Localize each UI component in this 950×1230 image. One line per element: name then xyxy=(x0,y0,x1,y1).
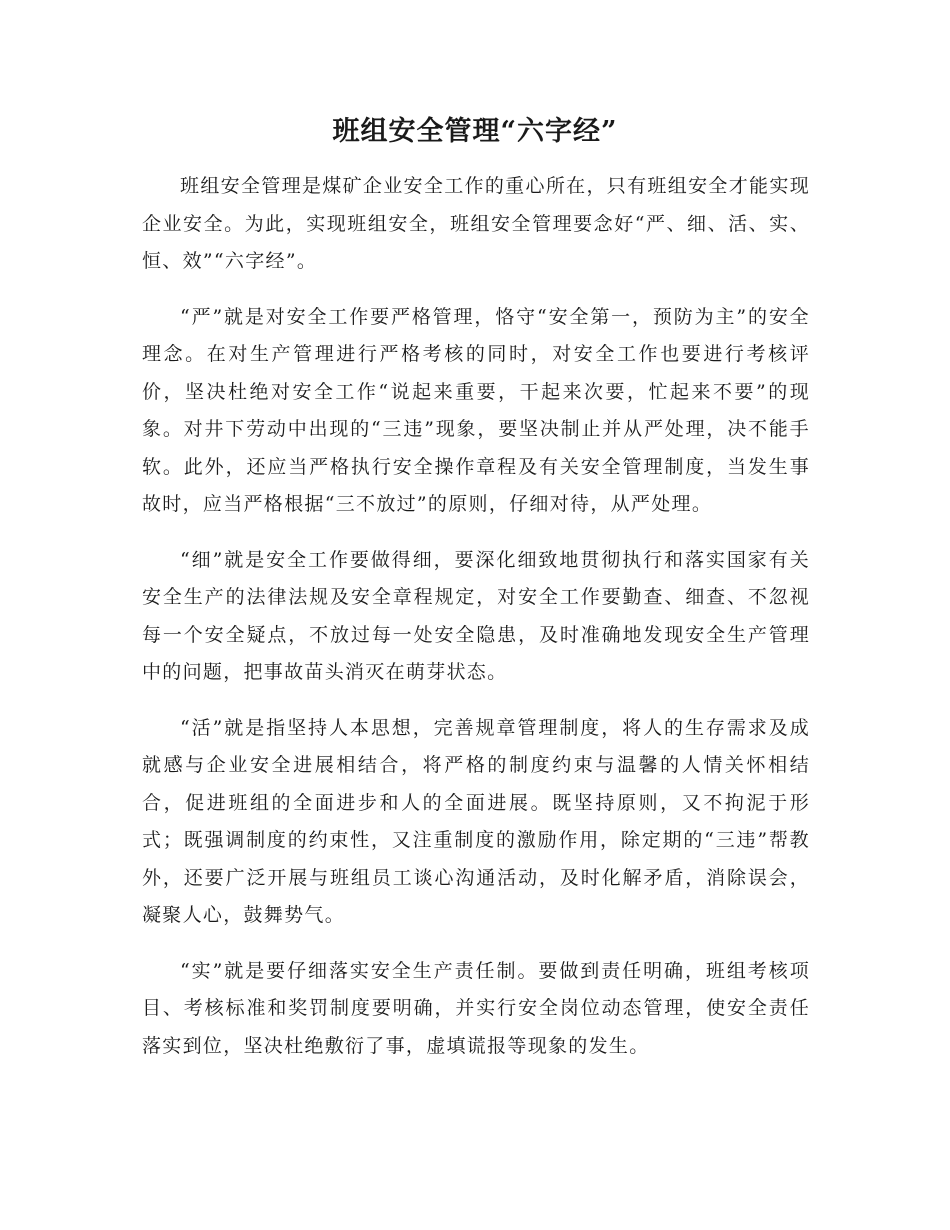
paragraph-intro: 班组安全管理是煤矿企业安全工作的重心所在，只有班组安全才能实现企业安全。为此，实现班组安全，班组安全管理要念好“严、细、活、实、恒、效”“六字经”。 xyxy=(142,175,810,272)
paragraph-shi: “实”就是要仔细落实安全生产责任制。要做到责任明确，班组考核项目、考核标准和奖罚制度要明确，并实行安全岗位动态管理，使安全责任落实到位，坚决杜绝敷衍了事，虚填谎报等现象的发生。 xyxy=(142,959,810,1057)
paragraph-yan: “严”就是对安全工作要严格管理，恪守“安全第一，预防为主”的安全理念。在对生产管理进行严格考核的同时，对安全工作也要进行考核评价，坚决杜绝对安全工作“说起来重要，干起来次要，忙起来不要”的现象。对井下劳动中出现的“三违”现象，要坚决制止并从严处理，决不能手软。此外，还应当严格执行安全操作章程及有关安全管理制度，当发生事故时，应当严格根据“三不放过”的原则，仔细对待，从严处理。 xyxy=(142,305,810,515)
paragraph-xi: “细”就是安全工作要做得细，要深化细致地贯彻执行和落实国家有关安全生产的法律法规及安全章程规定，对安全工作要勤查、细查、不忽视每一个安全疑点，不放过每一处安全隐患，及时准确地发现安全生产管理中的问题，把事故苗头消灭在萌芽状态。 xyxy=(142,548,810,683)
document-body xyxy=(142,168,810,1083)
paragraph-huo: “活”就是指坚持人本思想，完善规章管理制度，将人的生存需求及成就感与企业安全进展相结合，将严格的制度约束与温馨的人情关怀相结合，促进班组的全面进步和人的全面进展。既坚持原则，又不拘泥于形式；既强调制度的约束性，又注重制度的激励作用，除定期的“三违”帮教外，还要广泛开展与班组员工谈心沟通活动，及时化解矛盾，消除误会，凝聚人心，鼓舞势气。 xyxy=(142,716,810,926)
document-title: 班组安全管理“六字经” xyxy=(332,116,618,147)
